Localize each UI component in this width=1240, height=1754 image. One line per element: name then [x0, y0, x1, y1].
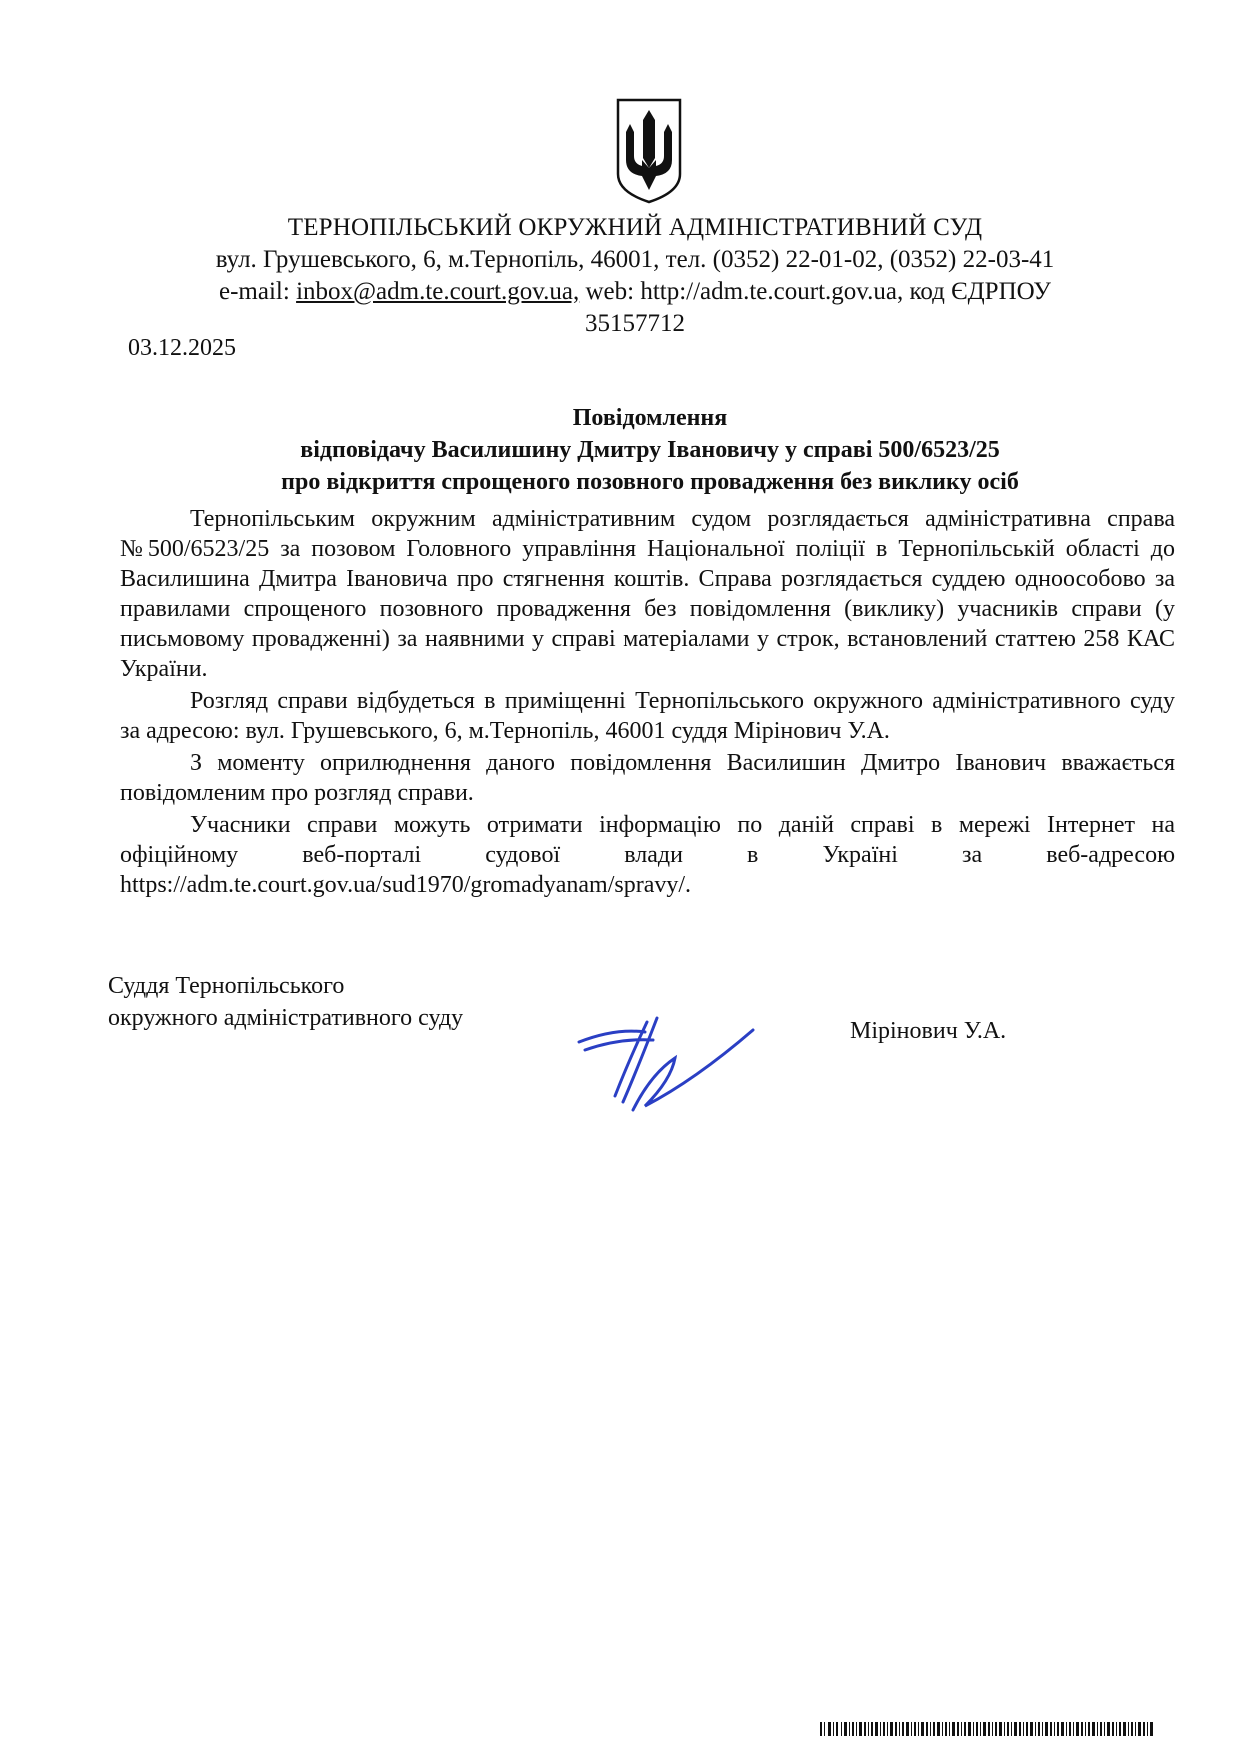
paragraph-notification: З моменту оприлюднення даного повідомлення Василишин Дмитро Іванович вважається повідомленим про розгляд справи.: [120, 750, 1175, 806]
email-link[interactable]: inbox@adm.te.court.gov.ua,: [296, 278, 580, 305]
paragraph-case-info: Тернопільським окружним адміністративним судом розглядається адміністративна справа №500/6523/25 за позовом Головного управління Національної поліції в Тернопільській області до Василишина Дмитра Івановича про стягнення коштів. Справа розглядається суддею одноособово за правилами спрощеного позовного провадження без повідомлення (виклику) учасників справи (у письмовому провадженні) за наявними у справі матеріалами у строк, встановлений статтею 258 КАС України.: [120, 506, 1175, 682]
title-line-2: відповідачу Василишину Дмитру Івановичу у справі 500/6523/25: [300, 437, 1000, 463]
court-address: вул. Грушевського, 6, м.Тернопіль, 46001, тел. (0352) 22-01-02, (0352) 22-03-41: [215, 246, 1055, 273]
handwritten-signature: [575, 1010, 755, 1120]
title-line-1: Повідомлення: [572, 405, 728, 431]
trident-coat-of-arms-icon: [612, 96, 686, 206]
court-name: ТЕРНОПІЛЬСЬКИЙ ОКРУЖНИЙ АДМІНІСТРАТИВНИЙ СУД: [287, 214, 983, 241]
notice-title: [120, 402, 1180, 498]
paragraph-info-access: Учасники справи можуть отримати інформацію по даній справі в мережі Інтернет на офіційному веб-порталі судової влади в Україні за веб-адресою https://adm.te.court.gov.ua/sud1970/gromadyanam/spravy/.: [120, 812, 1175, 898]
email-label: e-mail:: [219, 278, 297, 305]
judge-position: [108, 970, 463, 1034]
barcode: [820, 1722, 1155, 1736]
position-line-1: Суддя Тернопільського: [108, 973, 345, 999]
position-line-2: окружного адміністративного суду: [108, 1005, 464, 1031]
court-contacts: [170, 276, 1100, 340]
title-line-3: про відкриття спрощеного позовного провадження без виклику осіб: [281, 469, 1019, 495]
web-and-code: web: http://adm.te.court.gov.ua, код ЄДРПОУ 35157712: [579, 278, 1051, 337]
paragraph-hearing-location: Розгляд справи відбудеться в приміщенні Тернопільського окружного адміністративного суду за адресою: вул. Грушевського, 6, м.Тернопіль, 46001 суддя Мірінович У.А.: [120, 688, 1175, 744]
document-date: 03.12.2025: [128, 335, 236, 361]
judge-name: Мірінович У.А.: [850, 1018, 1007, 1044]
notice-body: [120, 504, 1175, 900]
